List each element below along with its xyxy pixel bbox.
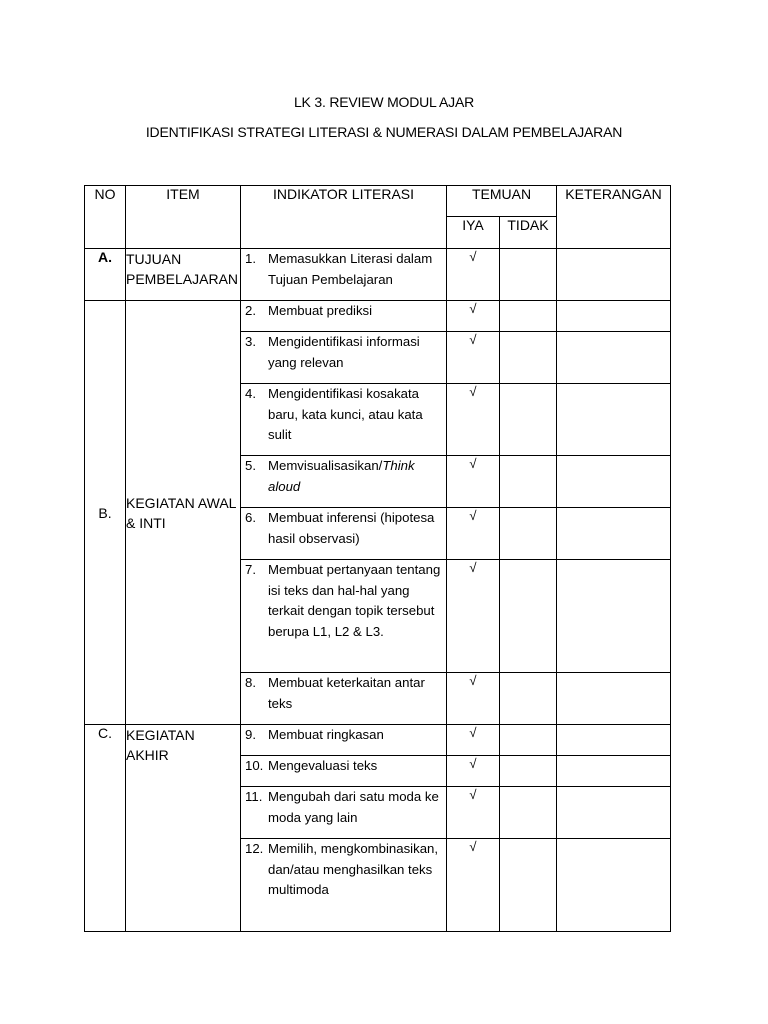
- section-item: KEGIATAN AKHIR: [126, 725, 241, 932]
- indicator-cell: [241, 756, 447, 787]
- header-findings: TEMUAN: [447, 186, 557, 217]
- notes-cell: [557, 673, 671, 725]
- indicator-text: Memasukkan Literasi dalam Tujuan Pembelajaran: [268, 251, 433, 287]
- header-notes: KETERANGAN: [557, 186, 671, 249]
- indicator-text: [268, 456, 443, 497]
- indicator-cell: [241, 332, 447, 384]
- section-number: B.: [85, 301, 126, 725]
- indicator-text: Membuat pertanyaan tentang isi teks dan hal-hal yang terkait dengan topik tersebut berupa L1, L2 & L3.: [268, 562, 441, 639]
- review-table: [84, 185, 671, 932]
- notes-cell: [557, 560, 671, 673]
- no-check: [500, 725, 557, 756]
- indicator-cell: [241, 787, 447, 839]
- indicator-number: 10.: [245, 758, 264, 773]
- table-header-row: [85, 186, 671, 217]
- document-subtitle: IDENTIFIKASI STRATEGI LITERASI & NUMERASI DALAM PEMBELAJARAN: [145, 124, 623, 140]
- no-check: [500, 839, 557, 932]
- no-check: [500, 456, 557, 508]
- section-number: A.: [85, 249, 126, 301]
- no-check: [500, 560, 557, 673]
- yes-check: √: [447, 384, 500, 456]
- indicator-cell: [241, 508, 447, 560]
- header-no-finding: TIDAK: [500, 217, 557, 249]
- indicator-cell: [241, 673, 447, 725]
- indicator-number: 4.: [245, 386, 256, 401]
- no-check: [500, 332, 557, 384]
- notes-cell: [557, 787, 671, 839]
- header-item: ITEM: [126, 186, 241, 249]
- section-item: TUJUAN PEMBELAJARAN: [126, 249, 241, 301]
- indicator-cell: [241, 301, 447, 332]
- document-title: LK 3. REVIEW MODUL AJAR: [293, 94, 475, 110]
- indicator-text-italic: Think aloud: [268, 458, 415, 494]
- header-no: NO: [85, 186, 126, 249]
- indicator-text: Membuat keterkaitan antar teks: [268, 675, 425, 711]
- indicator-text: Membuat ringkasan: [268, 727, 384, 742]
- indicator-cell: [241, 456, 447, 508]
- notes-cell: [557, 384, 671, 456]
- indicator-number: 11.: [245, 789, 263, 804]
- indicator-number: 9.: [245, 727, 256, 742]
- indicator-number: 5.: [245, 458, 256, 473]
- header-yes: IYA: [447, 217, 500, 249]
- yes-check: √: [447, 332, 500, 384]
- indicator-cell: [241, 725, 447, 756]
- indicator-number: 3.: [245, 334, 256, 349]
- indicator-text: Mengubah dari satu moda ke moda yang lain: [268, 789, 439, 825]
- no-check: [500, 301, 557, 332]
- indicator-text: Membuat prediksi: [268, 303, 373, 318]
- notes-cell: [557, 249, 671, 301]
- indicator-number: 8.: [245, 675, 256, 690]
- section-item: KEGIATAN AWAL & INTI: [126, 301, 241, 725]
- no-check: [500, 756, 557, 787]
- notes-cell: [557, 332, 671, 384]
- yes-check: √: [447, 249, 500, 301]
- indicator-text-regular: Memvisualisasikan/: [268, 458, 383, 473]
- indicator-cell: [241, 839, 447, 932]
- yes-check: √: [447, 839, 500, 932]
- indicator-number: 12.: [245, 841, 264, 856]
- no-check: [500, 673, 557, 725]
- yes-check: √: [447, 456, 500, 508]
- table-row: [85, 725, 671, 756]
- indicator-text: Mengidentifikasi informasi yang relevan: [268, 334, 420, 370]
- notes-cell: [557, 301, 671, 332]
- indicator-number: 7.: [245, 562, 256, 577]
- section-number: C.: [85, 725, 126, 932]
- header-indicator: INDIKATOR LITERASI: [241, 186, 447, 249]
- indicator-cell: [241, 560, 447, 673]
- no-check: [500, 249, 557, 301]
- no-check: [500, 787, 557, 839]
- yes-check: √: [447, 673, 500, 725]
- indicator-cell: [241, 249, 447, 301]
- indicator-number: 1.: [245, 251, 256, 266]
- indicator-number: 2.: [245, 303, 256, 318]
- yes-check: √: [447, 756, 500, 787]
- yes-check: √: [447, 725, 500, 756]
- table-row: [85, 249, 671, 301]
- notes-cell: [557, 456, 671, 508]
- yes-check: √: [447, 560, 500, 673]
- no-check: [500, 384, 557, 456]
- yes-check: √: [447, 787, 500, 839]
- indicator-number: 6.: [245, 510, 256, 525]
- indicator-text: Memilih, mengkombinasikan, dan/atau menghasilkan teks multimoda: [268, 841, 439, 897]
- yes-check: √: [447, 301, 500, 332]
- notes-cell: [557, 725, 671, 756]
- notes-cell: [557, 839, 671, 932]
- notes-cell: [557, 508, 671, 560]
- yes-check: √: [447, 508, 500, 560]
- notes-cell: [557, 756, 671, 787]
- indicator-text: Membuat inferensi (hipotesa hasil observasi): [268, 510, 435, 546]
- indicator-text: Mengidentifikasi kosakata baru, kata kunci, atau kata sulit: [268, 386, 423, 442]
- indicator-text: Mengevaluasi teks: [268, 758, 378, 773]
- no-check: [500, 508, 557, 560]
- indicator-cell: [241, 384, 447, 456]
- table-row: [85, 301, 671, 332]
